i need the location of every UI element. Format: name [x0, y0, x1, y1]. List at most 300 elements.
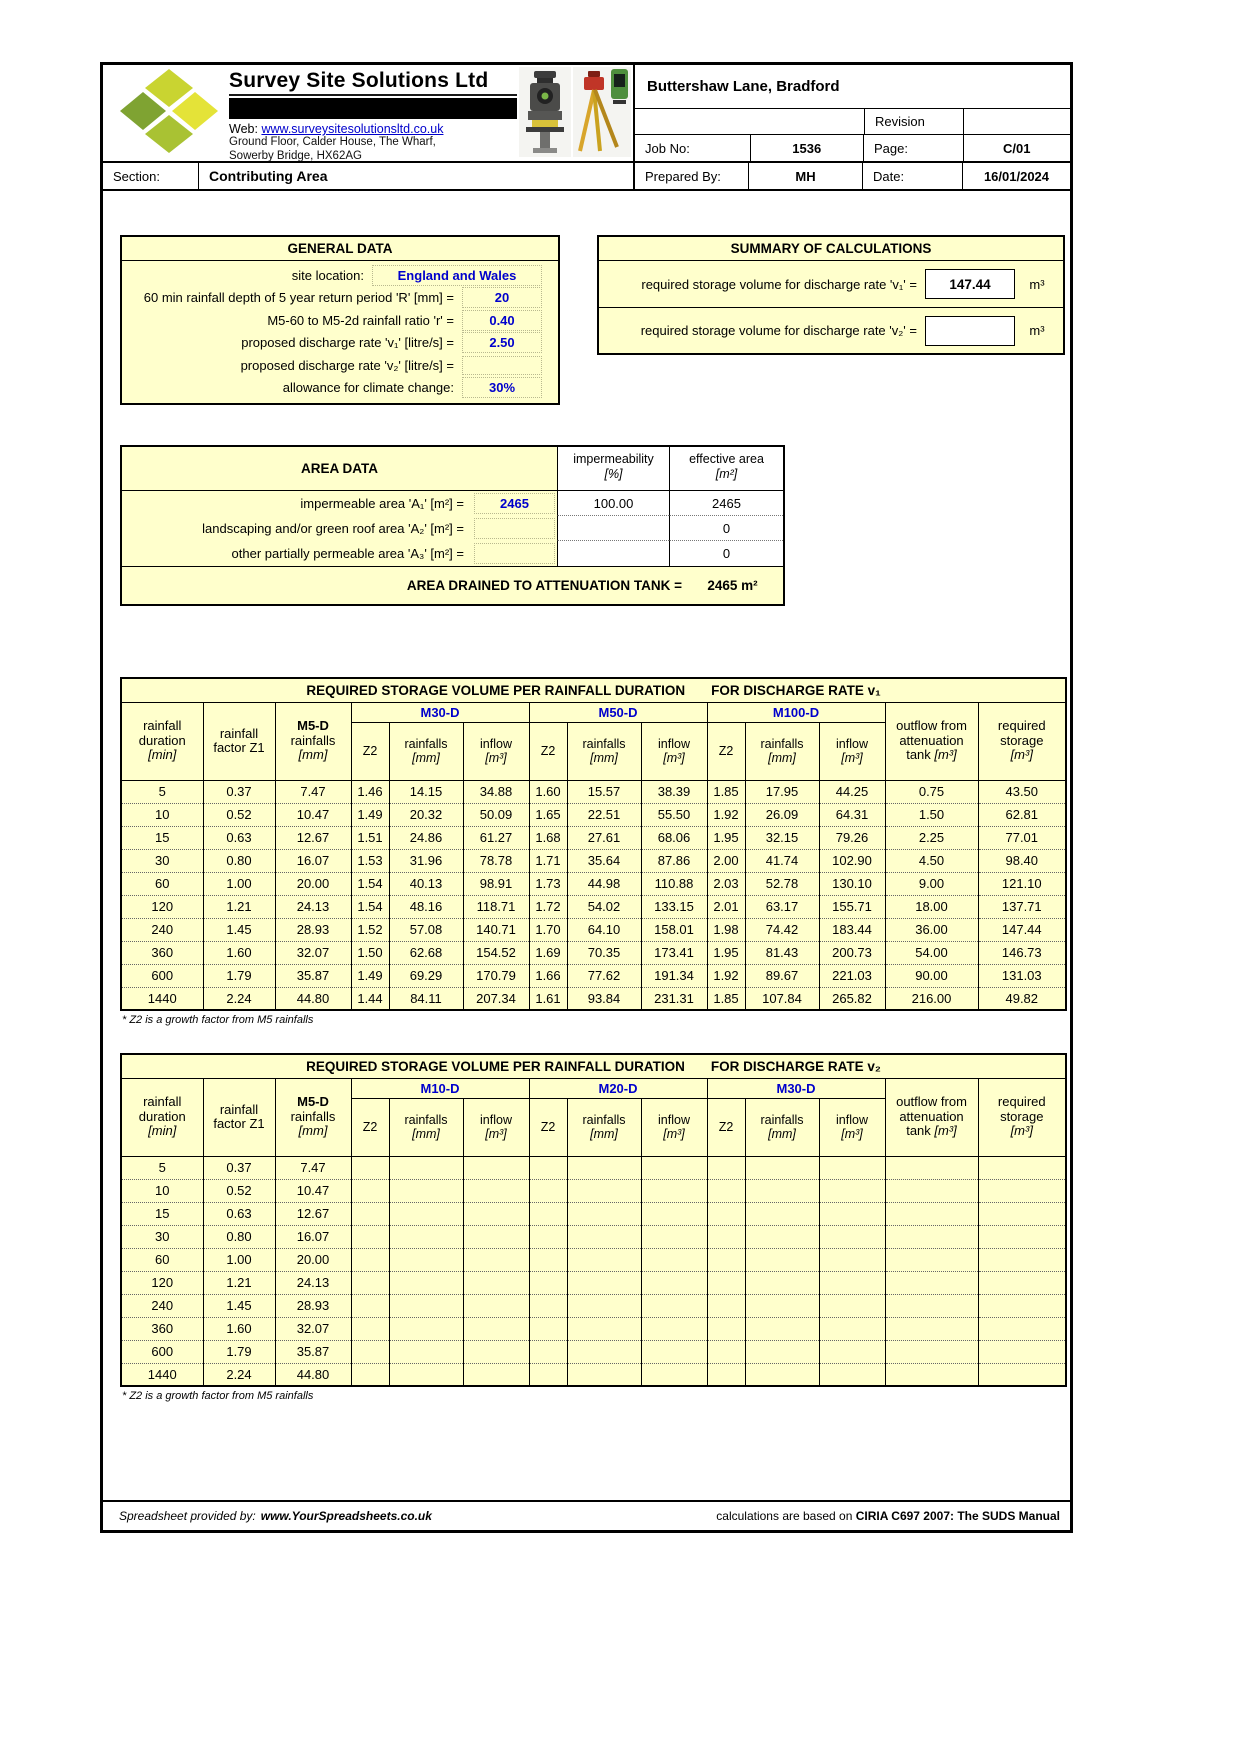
table-cell	[641, 1294, 707, 1317]
impermeability-value: 100.00	[557, 491, 669, 516]
table-cell: 77.01	[978, 826, 1066, 849]
table-cell: 78.78	[463, 849, 529, 872]
table-cell	[641, 1156, 707, 1179]
table-cell	[978, 1294, 1066, 1317]
table-row	[121, 918, 1066, 941]
field-label: 60 min rainfall depth of 5 year return period 'R' [mm] =	[143, 290, 454, 306]
table-cell: 120	[121, 1271, 203, 1294]
table-cell: 0.52	[203, 803, 275, 826]
table-cell: 1.73	[529, 872, 567, 895]
table-cell: 24.13	[275, 895, 351, 918]
col-header-m5d	[275, 702, 351, 780]
table-cell: 191.34	[641, 964, 707, 987]
yourspreadsheets-link[interactable]: www.YourSpreadsheets.co.uk	[260, 1509, 432, 1523]
table-row	[121, 803, 1066, 826]
table-cell	[885, 1294, 978, 1317]
table-cell: 15	[121, 1202, 203, 1225]
table-cell: 40.13	[389, 872, 463, 895]
table-cell	[351, 1271, 389, 1294]
table-cell	[351, 1363, 389, 1386]
table-cell	[389, 1225, 463, 1248]
table-cell	[819, 1225, 885, 1248]
col-header-factor	[203, 1078, 275, 1156]
table-cell	[463, 1363, 529, 1386]
table-cell: 0.80	[203, 1225, 275, 1248]
table-cell: 24.13	[275, 1271, 351, 1294]
address-line-2: Sowerby Bridge, HX62AG	[229, 149, 362, 162]
table-cell	[819, 1340, 885, 1363]
table-cell: 30	[121, 1225, 203, 1248]
column-label: rainfalls	[760, 1112, 804, 1127]
revision-value	[964, 109, 1070, 134]
column-label: inflow	[480, 736, 512, 751]
table-cell: 102.90	[819, 849, 885, 872]
table-cell: 2.25	[885, 826, 978, 849]
table-cell	[819, 1294, 885, 1317]
table-cell: 50.09	[463, 803, 529, 826]
table-cell: 147.44	[978, 918, 1066, 941]
table-cell: 1.95	[707, 826, 745, 849]
table-cell	[885, 1317, 978, 1340]
column-unit: [mm]	[768, 751, 796, 765]
table-cell	[707, 1156, 745, 1179]
table-cell: 36.00	[885, 918, 978, 941]
col-header-rainfalls	[389, 722, 463, 780]
table-row	[121, 1363, 1066, 1386]
column-label: inflow	[658, 1112, 690, 1127]
area-total-label: AREA DRAINED TO ATTENUATION TANK =	[406, 578, 682, 593]
table-cell	[463, 1156, 529, 1179]
table-cell	[707, 1225, 745, 1248]
col-header-factor	[203, 702, 275, 780]
table-cell: 98.40	[978, 849, 1066, 872]
field-label: proposed discharge rate 'v₂' [litre/s] =	[240, 357, 454, 373]
company-block	[229, 69, 517, 163]
rainfall-ratio-value: 0.40	[462, 310, 542, 331]
column-unit: [mm]	[412, 751, 440, 765]
table-cell	[978, 1202, 1066, 1225]
table-cell: 131.03	[978, 964, 1066, 987]
column-label: rainfalls	[404, 1112, 448, 1127]
table-cell: 1.50	[351, 941, 389, 964]
table-cell: 0.75	[885, 780, 978, 803]
col-header-inflow	[819, 1098, 885, 1156]
table-cell	[885, 1225, 978, 1248]
table-cell	[978, 1156, 1066, 1179]
table-cell	[641, 1363, 707, 1386]
impermeability-value	[557, 541, 669, 566]
table-cell: 87.86	[641, 849, 707, 872]
table-title-row	[121, 678, 1066, 702]
table-cell: 170.79	[463, 964, 529, 987]
table-cell	[885, 1363, 978, 1386]
redacted-text-bar	[229, 98, 517, 119]
table-cell	[351, 1179, 389, 1202]
field-label: allowance for climate change:	[282, 380, 454, 396]
table-cell: 240	[121, 1294, 203, 1317]
table-title: REQUIRED STORAGE VOLUME PER RAINFALL DURATION	[306, 682, 686, 698]
table-cell	[529, 1271, 567, 1294]
table-row	[121, 1317, 1066, 1340]
table-footnote: * Z2 is a growth factor from M5 rainfalls	[122, 1390, 314, 1402]
table-cell: 2.03	[707, 872, 745, 895]
table-cell: 1440	[121, 1363, 203, 1386]
table-cell	[567, 1271, 641, 1294]
table-cell	[978, 1225, 1066, 1248]
table-cell: 10	[121, 1179, 203, 1202]
table-cell: 89.67	[745, 964, 819, 987]
table-cell: 10.47	[275, 1179, 351, 1202]
header	[103, 65, 1070, 191]
table-cell: 84.11	[389, 987, 463, 1010]
table-cell	[389, 1248, 463, 1271]
table-cell: 1.21	[203, 895, 275, 918]
table-cell: 2.24	[203, 1363, 275, 1386]
table-cell: 7.47	[275, 780, 351, 803]
col-header-m5d	[275, 1078, 351, 1156]
table-cell	[707, 1363, 745, 1386]
table-cell	[463, 1271, 529, 1294]
col-header-z2: Z2	[529, 1098, 567, 1156]
col-header-outflow	[885, 1078, 978, 1156]
summary-row	[599, 261, 1063, 307]
revision-label: Revision	[864, 109, 964, 134]
table-cell	[389, 1340, 463, 1363]
table-cell	[567, 1179, 641, 1202]
table-cell: 20.00	[275, 872, 351, 895]
table-cell	[529, 1248, 567, 1271]
table-cell: 173.41	[641, 941, 707, 964]
company-website-link[interactable]: www.surveysitesolutionsltd.co.uk	[261, 122, 444, 136]
table-cell	[641, 1271, 707, 1294]
table-group-header-row	[121, 702, 1066, 722]
table-cell: 60	[121, 1248, 203, 1271]
table-row	[121, 1202, 1066, 1225]
column-unit: [min]	[148, 1123, 177, 1139]
table-cell: 2.24	[203, 987, 275, 1010]
col-header-outflow	[885, 702, 978, 780]
table-cell	[819, 1363, 885, 1386]
table-cell: 1.72	[529, 895, 567, 918]
table-cell: 15	[121, 826, 203, 849]
table-cell	[978, 1363, 1066, 1386]
table-cell	[529, 1202, 567, 1225]
company-name: Survey Site Solutions Ltd	[229, 69, 517, 96]
table-cell: 35.87	[275, 964, 351, 987]
table-cell: 49.82	[978, 987, 1066, 1010]
table-cell: 0.80	[203, 849, 275, 872]
table-cell	[885, 1340, 978, 1363]
table-row	[121, 826, 1066, 849]
table-row	[121, 987, 1066, 1010]
table-cell: 1.00	[203, 872, 275, 895]
table-cell	[351, 1156, 389, 1179]
table-cell: 28.93	[275, 1294, 351, 1317]
date-value: 16/01/2024	[962, 163, 1070, 189]
table-cell: 1.54	[351, 895, 389, 918]
col-header-rainfalls	[745, 1098, 819, 1156]
column-unit: [m³]	[841, 1127, 863, 1141]
table-cell: 0.52	[203, 1179, 275, 1202]
table-cell: 30	[121, 849, 203, 872]
table-cell	[529, 1156, 567, 1179]
unit-label: m³	[1029, 276, 1045, 292]
table-cell: 110.88	[641, 872, 707, 895]
table-cell	[463, 1202, 529, 1225]
table-cell	[978, 1271, 1066, 1294]
discharge-rate-v2-value	[462, 356, 542, 375]
table-cell	[819, 1179, 885, 1202]
area-row-label: landscaping and/or green roof area 'A₂' [m²] =	[202, 521, 464, 536]
address-line-1: Ground Floor, Calder House, The Wharf,	[229, 136, 436, 148]
table-cell: 1.00	[203, 1248, 275, 1271]
table-cell: 16.07	[275, 849, 351, 872]
column-label: inflow	[480, 1112, 512, 1127]
table-cell: 5	[121, 1156, 203, 1179]
table-cell: 16.07	[275, 1225, 351, 1248]
tripod-gps-photo	[573, 67, 631, 157]
diamond-logo-icon	[119, 68, 219, 158]
table-cell	[885, 1271, 978, 1294]
group-header-m10d: M10-D	[351, 1078, 529, 1098]
table-cell: 10.47	[275, 803, 351, 826]
column-label: required storage	[997, 718, 1046, 748]
table-row	[121, 849, 1066, 872]
summary-row	[599, 307, 1063, 353]
table-cell: 55.50	[641, 803, 707, 826]
table-cell	[351, 1225, 389, 1248]
group-header-m50d: M50-D	[529, 702, 707, 722]
effective-area-value: 0	[669, 516, 783, 541]
column-unit: [m³]	[934, 747, 957, 763]
table-cell	[529, 1363, 567, 1386]
table-cell	[745, 1317, 819, 1340]
table-cell	[389, 1179, 463, 1202]
group-header-m30d: M30-D	[351, 702, 529, 722]
table-cell	[707, 1271, 745, 1294]
table-footnote: * Z2 is a growth factor from M5 rainfalls	[122, 1014, 314, 1026]
table-cell	[885, 1202, 978, 1225]
table-cell: 64.31	[819, 803, 885, 826]
area-data-title: AREA DATA	[122, 447, 557, 491]
table-cell: 1.70	[529, 918, 567, 941]
table-cell	[463, 1340, 529, 1363]
col-header-duration	[121, 1078, 203, 1156]
table-row	[121, 1179, 1066, 1202]
column-unit: [m³]	[485, 751, 507, 765]
job-no-value: 1536	[750, 135, 863, 161]
table-title-rate: FOR DISCHARGE RATE v₂	[710, 1058, 881, 1074]
section-row	[103, 161, 1070, 189]
table-cell: 31.96	[389, 849, 463, 872]
unit-label: m³	[1029, 323, 1045, 338]
prepared-by-label: Prepared By:	[633, 163, 748, 189]
column-unit: [m³]	[663, 751, 685, 765]
table-cell: 130.10	[819, 872, 885, 895]
table-cell: 1.95	[707, 941, 745, 964]
area-data-panel	[120, 445, 785, 606]
field-label: required storage volume for discharge rate 'v₁' =	[641, 276, 917, 292]
table-cell: 44.80	[275, 987, 351, 1010]
table-cell	[707, 1202, 745, 1225]
col-header-z2: Z2	[707, 722, 745, 780]
impermeable-area-value: 2465	[474, 493, 555, 514]
table-cell: 155.71	[819, 895, 885, 918]
header-top	[103, 65, 1070, 161]
table-cell: 107.84	[745, 987, 819, 1010]
table-cell: 4.50	[885, 849, 978, 872]
section-label: Section:	[113, 168, 160, 184]
table-cell: 1440	[121, 987, 203, 1010]
table-cell	[351, 1317, 389, 1340]
storage-volume-v2-value	[925, 316, 1015, 346]
effective-area-value: 2465	[669, 491, 783, 516]
table-cell: 61.27	[463, 826, 529, 849]
table-cell	[389, 1156, 463, 1179]
table-cell: 0.63	[203, 1202, 275, 1225]
column-label: rainfalls	[760, 736, 804, 751]
column-label: required storage	[997, 1094, 1046, 1124]
table-cell: 32.07	[275, 1317, 351, 1340]
storage-volume-v1-value: 147.44	[925, 269, 1015, 299]
col-header-rainfalls	[745, 722, 819, 780]
table-cell: 44.25	[819, 780, 885, 803]
table-cell: 54.02	[567, 895, 641, 918]
table-cell	[567, 1363, 641, 1386]
web-label: Web:	[229, 122, 258, 136]
column-label: inflow	[836, 1112, 868, 1127]
table-row	[121, 1248, 1066, 1271]
table-cell: 28.93	[275, 918, 351, 941]
table-cell: 32.15	[745, 826, 819, 849]
table-row	[121, 964, 1066, 987]
table-title-cell	[121, 678, 1066, 702]
table-cell	[885, 1248, 978, 1271]
col-header-inflow	[463, 1098, 529, 1156]
table-cell: 1.54	[351, 872, 389, 895]
table-cell: 1.45	[203, 918, 275, 941]
web-line	[229, 122, 517, 136]
table-cell	[641, 1317, 707, 1340]
general-data-panel	[120, 235, 560, 405]
column-unit: [mm]	[590, 1127, 618, 1141]
table-cell	[745, 1202, 819, 1225]
column-label: rainfalls	[404, 736, 448, 751]
table-cell: 1.85	[707, 987, 745, 1010]
column-label: rainfall duration	[138, 718, 186, 748]
table-cell	[819, 1271, 885, 1294]
table-cell	[567, 1202, 641, 1225]
table-cell	[529, 1294, 567, 1317]
column-label: M5-D	[297, 1094, 329, 1110]
general-data-row	[122, 332, 558, 355]
table-cell: 0.37	[203, 1156, 275, 1179]
storage-table-v2	[120, 1053, 1067, 1387]
table-cell: 1.53	[351, 849, 389, 872]
table-cell: 7.47	[275, 1156, 351, 1179]
table-cell	[389, 1294, 463, 1317]
table-cell: 43.50	[978, 780, 1066, 803]
field-label: site location:	[291, 267, 364, 283]
table-cell: 5	[121, 780, 203, 803]
table-cell	[745, 1340, 819, 1363]
table-cell: 69.29	[389, 964, 463, 987]
impermeability-column-header	[557, 447, 669, 491]
table-cell: 231.31	[641, 987, 707, 1010]
table-cell	[978, 1179, 1066, 1202]
table-cell: 48.16	[389, 895, 463, 918]
table-cell: 1.45	[203, 1294, 275, 1317]
table-cell: 221.03	[819, 964, 885, 987]
table-cell: 24.86	[389, 826, 463, 849]
table-cell: 70.35	[567, 941, 641, 964]
table-cell: 1.92	[707, 964, 745, 987]
table-cell	[707, 1179, 745, 1202]
col-header-inflow	[641, 1098, 707, 1156]
table-cell	[567, 1156, 641, 1179]
table-cell: 1.60	[529, 780, 567, 803]
revision-row	[635, 109, 1070, 135]
table-cell	[819, 1248, 885, 1271]
table-cell	[707, 1340, 745, 1363]
summary-title: SUMMARY OF CALCULATIONS	[599, 237, 1063, 261]
group-header-m20d: M20-D	[529, 1078, 707, 1098]
table-cell	[351, 1294, 389, 1317]
job-row	[635, 135, 1070, 161]
summary-panel	[597, 235, 1065, 355]
table-cell: 2.00	[707, 849, 745, 872]
column-label: impermeability	[573, 452, 654, 466]
table-cell: 64.10	[567, 918, 641, 941]
table-cell	[567, 1340, 641, 1363]
table-cell	[463, 1225, 529, 1248]
col-header-rainfalls	[389, 1098, 463, 1156]
column-unit: [m³]	[1010, 747, 1033, 763]
table-cell: 265.82	[819, 987, 885, 1010]
revision-spacer	[635, 109, 864, 134]
table-cell	[567, 1294, 641, 1317]
table-cell	[567, 1225, 641, 1248]
table-cell: 0.37	[203, 780, 275, 803]
col-header-storage	[978, 702, 1066, 780]
table-cell	[707, 1248, 745, 1271]
table-cell: 1.68	[529, 826, 567, 849]
area-row-label: other partially permeable area 'A₃' [m²] =	[231, 546, 464, 561]
table-cell: 1.69	[529, 941, 567, 964]
table-cell: 140.71	[463, 918, 529, 941]
column-unit: [m³]	[934, 1123, 957, 1139]
table-cell	[745, 1294, 819, 1317]
table-cell: 1.98	[707, 918, 745, 941]
area-row-label: impermeable area 'A₁' [m²] =	[300, 496, 464, 511]
table-cell: 600	[121, 1340, 203, 1363]
based-on-text: calculations are based on	[716, 1509, 853, 1523]
area-data-grid	[122, 447, 783, 566]
table-cell	[745, 1156, 819, 1179]
table-cell: 27.61	[567, 826, 641, 849]
column-unit: [mm]	[590, 751, 618, 765]
table-cell	[567, 1317, 641, 1340]
table-cell: 44.98	[567, 872, 641, 895]
table-cell: 146.73	[978, 941, 1066, 964]
field-label: required storage volume for discharge rate 'v₂' =	[640, 323, 917, 338]
table-cell: 12.67	[275, 1202, 351, 1225]
general-data-row	[122, 377, 558, 400]
table-cell: 133.15	[641, 895, 707, 918]
table-cell	[351, 1248, 389, 1271]
table-cell: 68.06	[641, 826, 707, 849]
table-cell: 14.15	[389, 780, 463, 803]
